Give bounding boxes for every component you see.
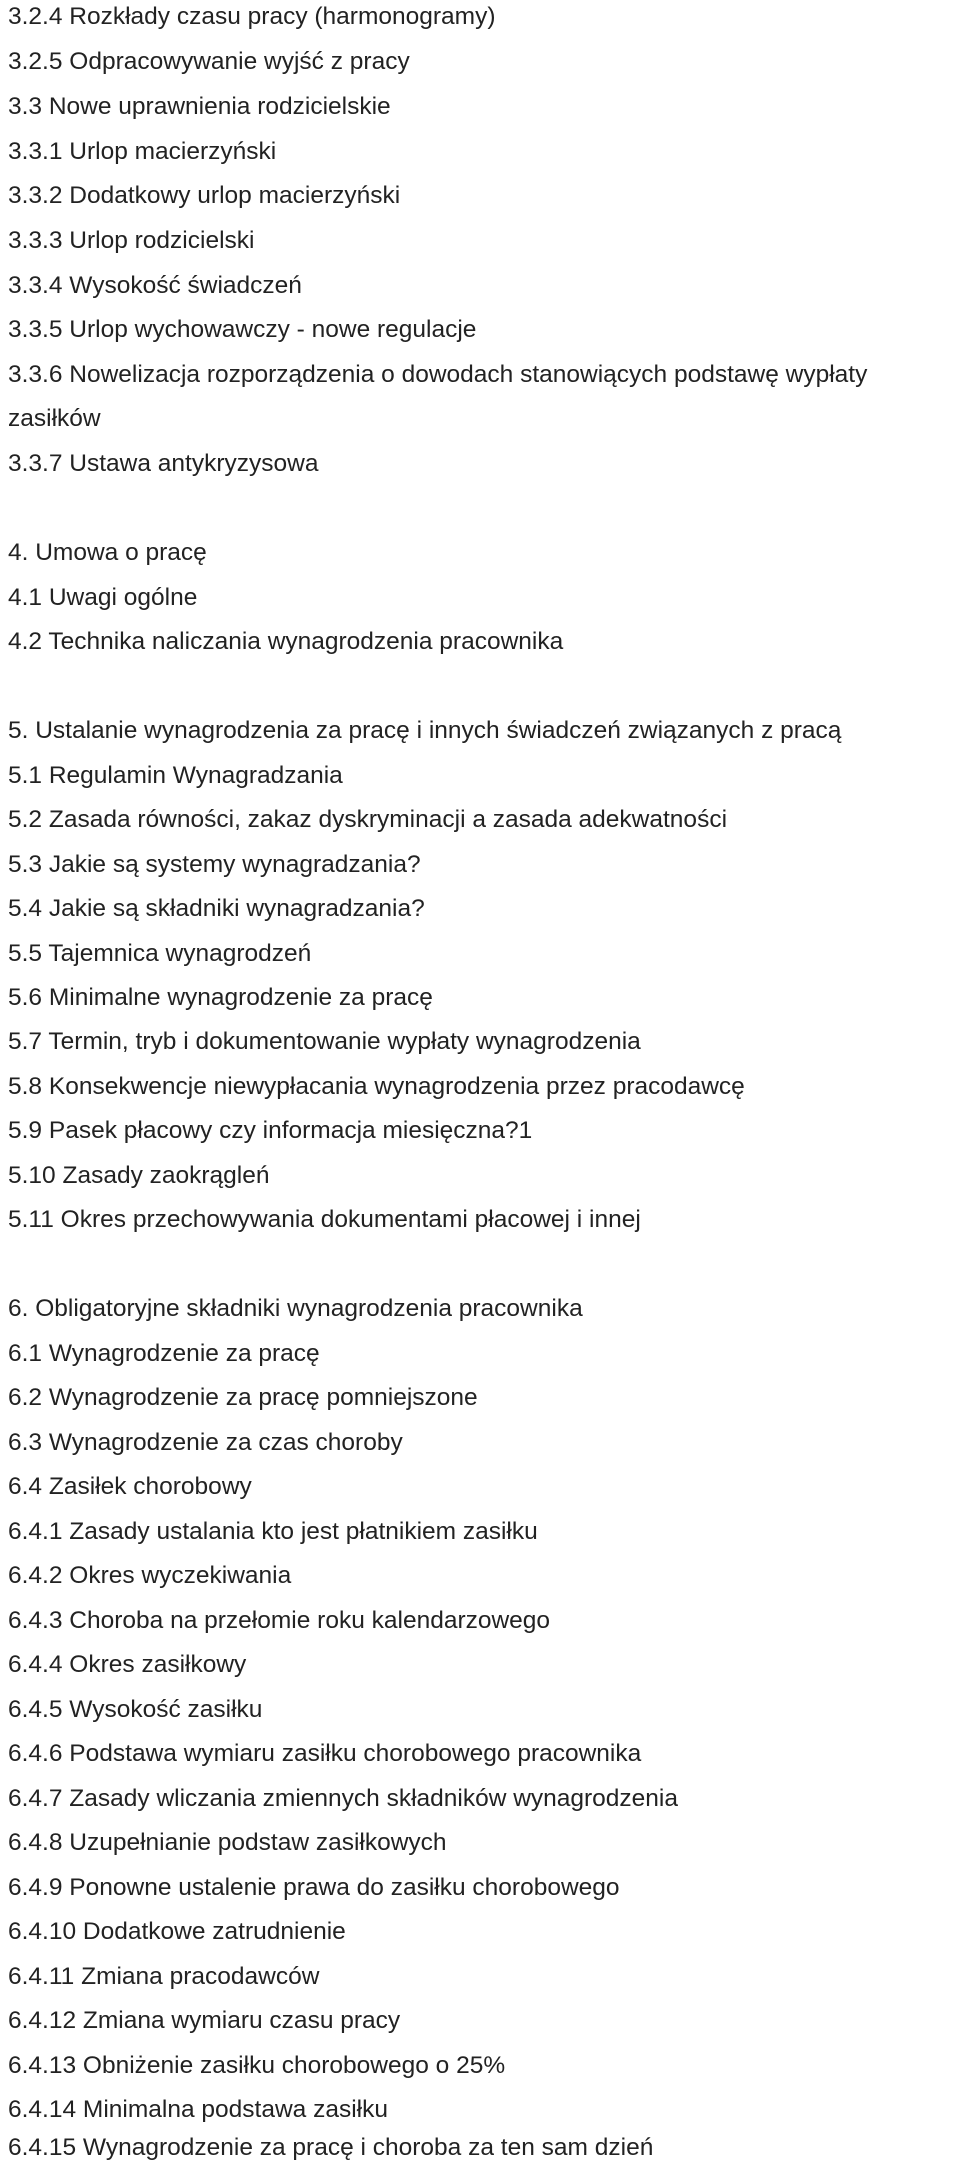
toc-line: 3.3.7 Ustawa antykryzysowa	[8, 450, 319, 477]
toc-line: 6.4.2 Okres wyczekiwania	[8, 1562, 292, 1589]
toc-line: 5.5 Tajemnica wynagrodzeń	[8, 940, 312, 967]
toc-line: 5.2 Zasada równości, zakaz dyskryminacji a zasada adekwatności	[8, 806, 728, 833]
toc-line: 6.4.4 Okres zasiłkowy	[8, 1651, 247, 1678]
toc-line: 3.3.6 Nowelizacja rozporządzenia o dowodach stanowiących podstawę wypłaty	[8, 361, 868, 388]
toc-line: 3.3.2 Dodatkowy urlop macierzyński	[8, 182, 401, 209]
toc-line: 6.4.9 Ponowne ustalenie prawa do zasiłku chorobowego	[8, 1874, 620, 1901]
toc-line: 5.9 Pasek płacowy czy informacja miesięczna?1	[8, 1117, 533, 1144]
toc-line: 6.4 Zasiłek chorobowy	[8, 1473, 252, 1500]
toc-line: 6.4.8 Uzupełnianie podstaw zasiłkowych	[8, 1829, 447, 1856]
toc-line: 6. Obligatoryjne składniki wynagrodzenia pracownika	[8, 1295, 583, 1322]
toc-line: 3.3.4 Wysokość świadczeń	[8, 272, 302, 299]
toc-line: 3.3 Nowe uprawnienia rodzicielskie	[8, 93, 391, 120]
toc-line: 6.4.7 Zasady wliczania zmiennych składników wynagrodzenia	[8, 1785, 679, 1812]
toc-line: 6.3 Wynagrodzenie za czas choroby	[8, 1429, 403, 1456]
toc-line: 3.3.3 Urlop rodzicielski	[8, 227, 255, 254]
toc-line: 6.4.11 Zmiana pracodawców	[8, 1963, 320, 1990]
toc-line: 3.3.5 Urlop wychowawczy - nowe regulacje	[8, 316, 477, 343]
toc-line: 5.8 Konsekwencje niewypłacania wynagrodzenia przez pracodawcę	[8, 1073, 745, 1100]
toc-line: 6.4.10 Dodatkowe zatrudnienie	[8, 1918, 346, 1945]
toc-line: 5.7 Termin, tryb i dokumentowanie wypłaty wynagrodzenia	[8, 1028, 641, 1055]
toc-line: 5.4 Jakie są składniki wynagradzania?	[8, 895, 425, 922]
toc-line: 6.4.6 Podstawa wymiaru zasiłku chorobowego pracownika	[8, 1740, 642, 1767]
toc-line: 6.4.14 Minimalna podstawa zasiłku	[8, 2096, 388, 2123]
toc-line: 5.10 Zasady zaokrągleń	[8, 1162, 270, 1189]
toc-line: 3.2.5 Odpracowywanie wyjść z pracy	[8, 48, 410, 75]
toc-line: 5.3 Jakie są systemy wynagradzania?	[8, 851, 421, 878]
toc-line: 4. Umowa o pracę	[8, 539, 207, 566]
toc-line: 5. Ustalanie wynagrodzenia za pracę i innych świadczeń związanych z pracą	[8, 717, 842, 744]
toc-line: 5.1 Regulamin Wynagradzania	[8, 762, 343, 789]
toc-line: 6.4.13 Obniżenie zasiłku chorobowego o 25%	[8, 2052, 506, 2079]
toc-line: zasiłków	[8, 405, 101, 432]
toc-line: 6.4.15 Wynagrodzenie za pracę i choroba za ten sam dzień	[8, 2134, 654, 2161]
toc-line: 3.2.4 Rozkłady czasu pracy (harmonogramy)	[8, 3, 496, 30]
toc-line: 3.3.1 Urlop macierzyński	[8, 138, 277, 165]
toc-line: 6.4.12 Zmiana wymiaru czasu pracy	[8, 2007, 401, 2034]
toc-line: 5.6 Minimalne wynagrodzenie za pracę	[8, 984, 433, 1011]
toc-line: 5.11 Okres przechowywania dokumentami płacowej i innej	[8, 1206, 641, 1233]
toc-line: 6.4.3 Choroba na przełomie roku kalendarzowego	[8, 1607, 551, 1634]
toc-line: 6.4.1 Zasady ustalania kto jest płatnikiem zasiłku	[8, 1518, 538, 1545]
toc-line: 4.1 Uwagi ogólne	[8, 584, 198, 611]
toc-line: 6.2 Wynagrodzenie za pracę pomniejszone	[8, 1384, 478, 1411]
toc-line: 6.4.5 Wysokość zasiłku	[8, 1696, 263, 1723]
toc-line: 6.1 Wynagrodzenie za pracę	[8, 1340, 320, 1367]
toc-line: 4.2 Technika naliczania wynagrodzenia pracownika	[8, 628, 564, 655]
